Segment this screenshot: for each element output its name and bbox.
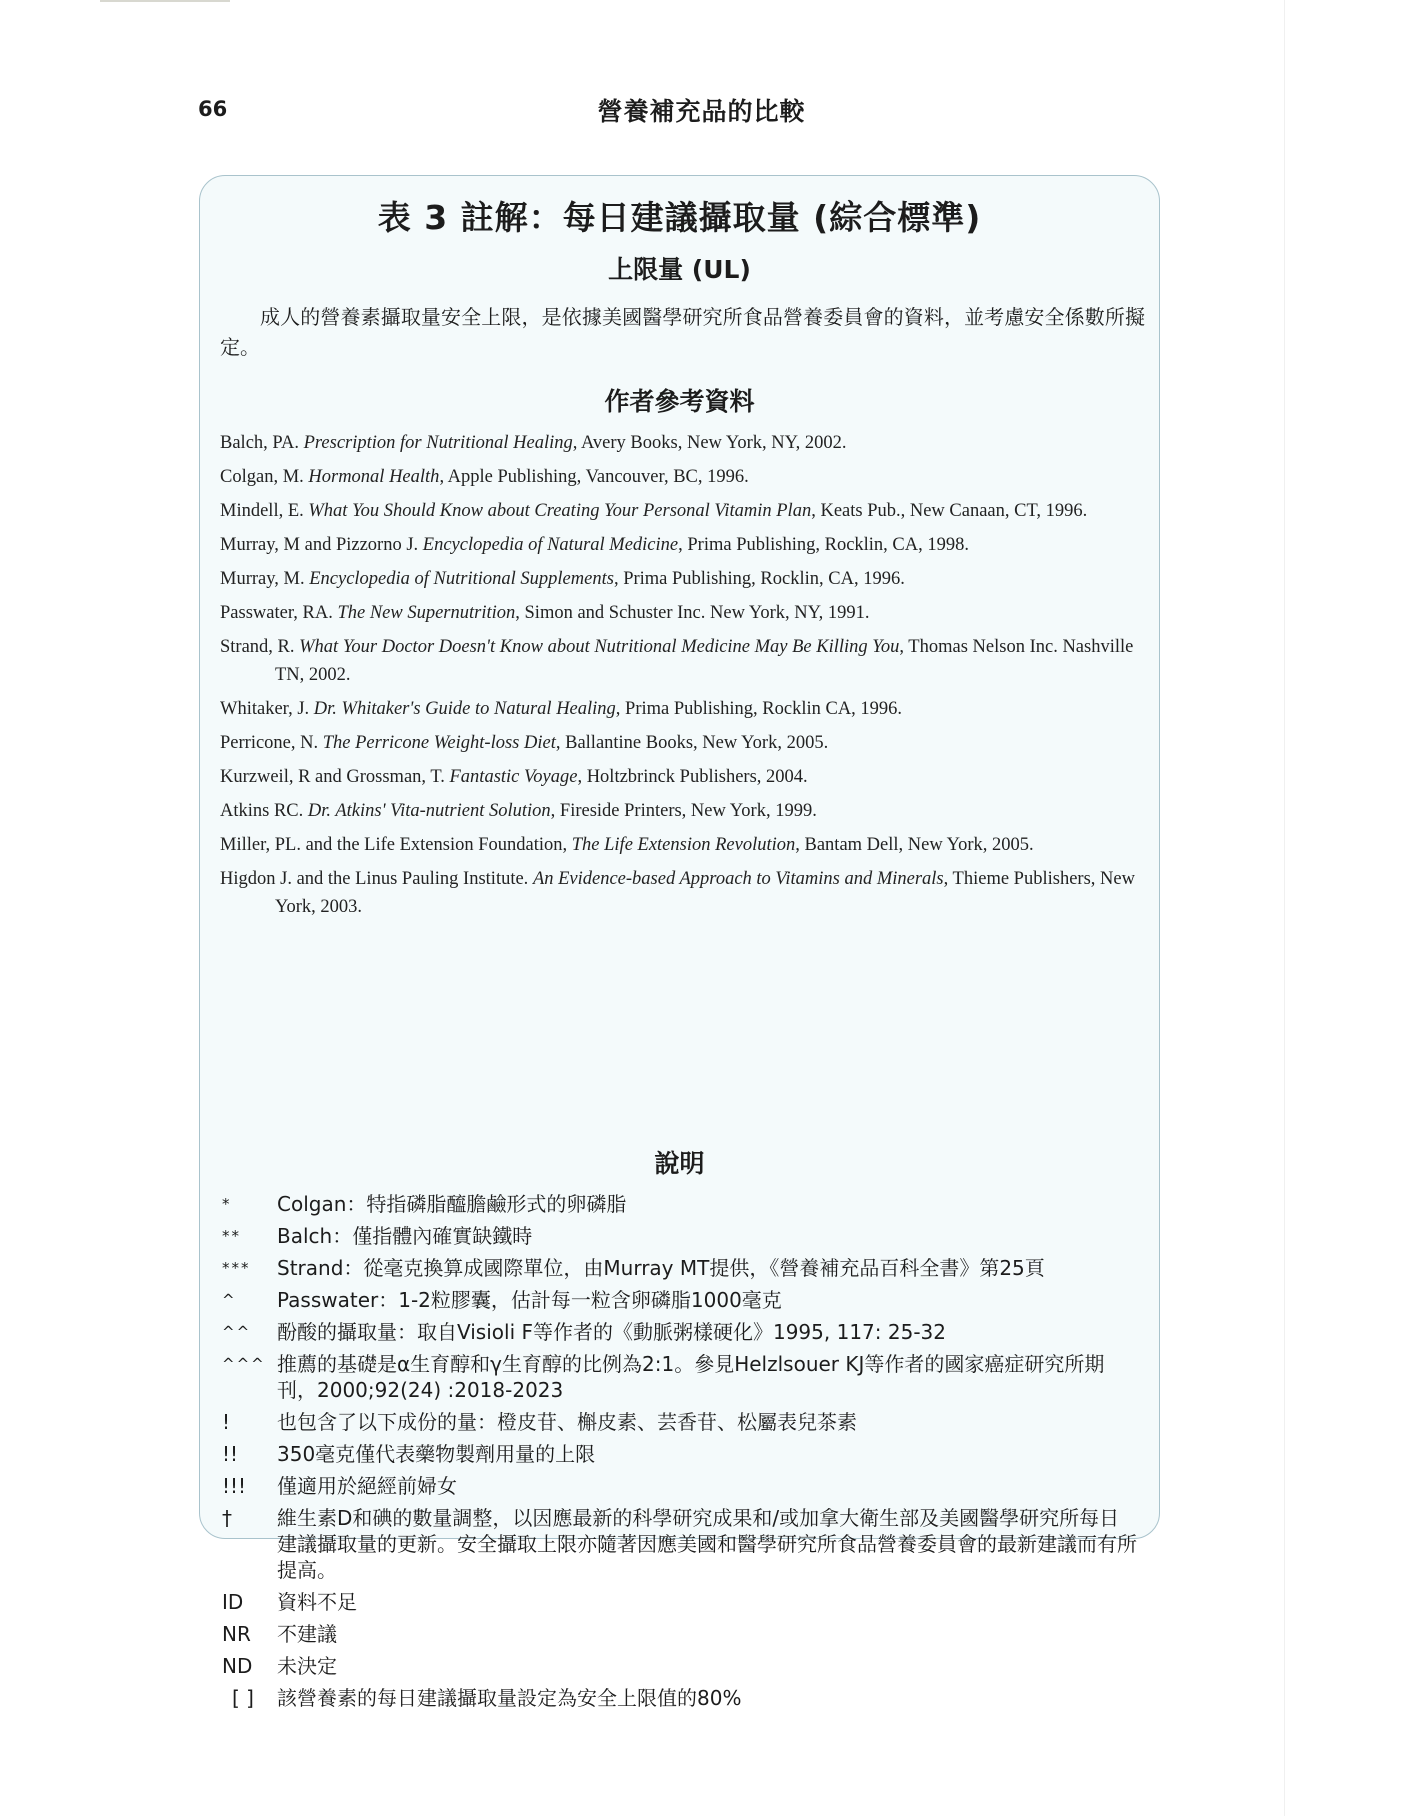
reference-publisher: , Thomas Nelson Inc. Nashville TN, 2002. (275, 637, 1134, 685)
reference-title: What You Should Know about Creating Your Personal Vitamin Plan (308, 501, 812, 521)
reference-item (220, 463, 1140, 491)
running-head: 營養補充品的比較 (597, 97, 806, 126)
legend-text: 未決定 (277, 1654, 337, 1678)
reference-author: Mindell, E. (220, 501, 309, 521)
scan-edge (1284, 0, 1285, 1816)
legend-item (222, 1223, 1137, 1249)
page-number: 66 (198, 97, 228, 121)
reference-author: Kurzweil, R and Grossman, T. (220, 767, 450, 787)
reference-item (220, 633, 1140, 689)
reference-item (220, 565, 1140, 593)
legend-item (222, 1473, 1137, 1499)
legend-symbol: ^^ (222, 1323, 252, 1341)
reference-title: Dr. Atkins' Vita-nutrient Solution (307, 801, 551, 821)
reference-author: Perricone, N. (220, 733, 323, 753)
legend-text: Colgan：特指磷脂醯膽鹼形式的卵磷脂 (277, 1192, 627, 1216)
reference-publisher: , Prima Publishing, Rocklin, CA, 1998. (678, 535, 970, 555)
reference-item (220, 599, 1140, 627)
reference-item (220, 797, 1140, 825)
legend-item (222, 1351, 1137, 1403)
legend-symbol: ID (222, 1590, 244, 1614)
reference-publisher: , Holtzbrinck Publishers, 2004. (577, 767, 808, 787)
legend-text: 也包含了以下成份的量：橙皮苷、槲皮素、芸香苷、松屬表兒茶素 (277, 1410, 857, 1434)
reference-author: Murray, M and Pizzorno J. (220, 535, 423, 555)
legend-item (222, 1505, 1137, 1583)
reference-author: Whitaker, J. (220, 699, 314, 719)
reference-author: Higdon J. and the Linus Pauling Institute. (220, 869, 533, 889)
notes-panel (199, 175, 1160, 1710)
reference-title: Hormonal Health (308, 467, 440, 487)
legend-item (222, 1287, 1137, 1313)
legend-item (222, 1589, 1137, 1615)
legend-item (222, 1653, 1137, 1679)
legend-text: Strand：從毫克換算成國際單位，由Murray MT提供，《營養補充品百科全書》第25頁 (277, 1256, 1045, 1280)
legend-text: Balch：僅指體內確實缺鐵時 (277, 1224, 533, 1248)
reference-item (220, 531, 1140, 559)
legend-text: 維生素D和碘的數量調整，以因應最新的科學研究成果和/或加拿大衛生部及美國醫學研究所每日建議攝取量的更新。安全攝取上限亦隨著因應美國和醫學研究所食品營養委員會的最新建議而有所提高。 (277, 1506, 1137, 1582)
legend-symbol: [ ] (232, 1686, 254, 1710)
legend-text: 不建議 (277, 1622, 337, 1646)
reference-title: Dr. Whitaker's Guide to Natural Healing (313, 699, 616, 719)
reference-item (220, 497, 1140, 525)
reference-item (220, 695, 1140, 723)
panel-title: 表 3 註解：每日建議攝取量 (綜合標準) (377, 198, 982, 237)
reference-publisher: , Thieme Publishers, New York, 2003. (275, 869, 1135, 917)
legend-heading: 說明 (654, 1149, 705, 1178)
ul-paragraph: 成人的營養素攝取量安全上限，是依據美國醫學研究所食品營養委員會的資料，並考慮安全係數所擬定。 (220, 305, 1145, 359)
reference-item (220, 429, 1140, 457)
legend-text: 資料不足 (277, 1590, 357, 1614)
reference-publisher: , Apple Publishing, Vancouver, BC, 1996. (439, 467, 749, 487)
legend-symbol: !!! (222, 1474, 247, 1498)
reference-author: Atkins RC. (220, 801, 308, 821)
legend-symbol: ^ (222, 1291, 237, 1309)
legend-text: Passwater：1-2粒膠囊，估計每一粒含卵磷脂1000毫克 (277, 1288, 782, 1312)
legend-item (222, 1685, 1137, 1711)
reference-author: Strand, R. (220, 637, 300, 657)
legend-list (222, 1191, 1137, 1717)
legend-symbol: ^^^ (222, 1355, 266, 1373)
reference-publisher: , Avery Books, New York, NY, 2002. (572, 433, 847, 453)
legend-item (222, 1191, 1137, 1217)
reference-item (220, 729, 1140, 757)
reference-title: The Life Extension Revolution (571, 835, 796, 855)
legend-item (222, 1255, 1137, 1281)
legend-text: 該營養素的每日建議攝取量設定為安全上限值的80% (277, 1686, 742, 1710)
legend-symbol: *** (222, 1259, 251, 1277)
reference-publisher: , Simon and Schuster Inc. New York, NY, 1991. (515, 603, 870, 623)
legend-item (222, 1409, 1137, 1435)
reference-author: Colgan, M. (220, 467, 309, 487)
reference-publisher: , Prima Publishing, Rocklin CA, 1996. (615, 699, 903, 719)
legend-text: 僅適用於絕經前婦女 (277, 1474, 457, 1498)
reference-title: An Evidence-based Approach to Vitamins and Minerals (532, 869, 944, 889)
legend-symbol: ! (222, 1410, 231, 1434)
reference-title: The Perricone Weight-loss Diet (322, 733, 556, 753)
legend-symbol: * (222, 1195, 232, 1213)
reference-publisher: , Bantam Dell, New York, 2005. (795, 835, 1034, 855)
reference-title: The New Supernutrition (337, 603, 516, 623)
reference-title: Encyclopedia of Natural Medicine (422, 535, 679, 555)
scan-artifact (100, 0, 230, 2)
reference-title: Fantastic Voyage (449, 767, 578, 787)
legend-item (222, 1441, 1137, 1467)
reference-item (220, 865, 1140, 921)
legend-symbol: ND (222, 1654, 253, 1678)
reference-author: Miller, PL. and the Life Extension Foundation, (220, 835, 572, 855)
reference-publisher: , Keats Pub., New Canaan, CT, 1996. (811, 501, 1088, 521)
legend-text: 350毫克僅代表藥物製劑用量的上限 (277, 1442, 596, 1466)
references-heading: 作者參考資料 (604, 387, 755, 416)
reference-author: Balch, PA. (220, 433, 304, 453)
reference-title: What Your Doctor Doesn't Know about Nutritional Medicine May Be Killing You (299, 637, 900, 657)
reference-author: Murray, M. (220, 569, 310, 589)
reference-item (220, 763, 1140, 791)
legend-text: 酚酸的攝取量：取自Visioli F等作者的《動脈粥樣硬化》1995, 117: 25-32 (277, 1320, 946, 1344)
legend-text: 推薦的基礎是α生育醇和γ生育醇的比例為2:1。參見Helzlsouer KJ等作者的國家癌症研究所期刊，2000;92(24) :2018-2023 (277, 1352, 1105, 1402)
legend-symbol: !! (222, 1442, 239, 1466)
legend-symbol: † (222, 1506, 232, 1530)
ul-heading: 上限量 (UL) (608, 255, 751, 284)
legend-symbol: ** (222, 1227, 241, 1245)
reference-publisher: , Prima Publishing, Rocklin, CA, 1996. (613, 569, 905, 589)
reference-title: Prescription for Nutritional Healing (303, 433, 573, 453)
legend-symbol: NR (222, 1622, 251, 1646)
reference-author: Passwater, RA. (220, 603, 338, 623)
reference-publisher: , Fireside Printers, New York, 1999. (550, 801, 817, 821)
reference-publisher: , Ballantine Books, New York, 2005. (555, 733, 829, 753)
reference-item (220, 831, 1140, 859)
references-list (220, 429, 1140, 927)
reference-title: Encyclopedia of Nutritional Supplements (309, 569, 614, 589)
legend-item (222, 1621, 1137, 1647)
legend-item (222, 1319, 1137, 1345)
